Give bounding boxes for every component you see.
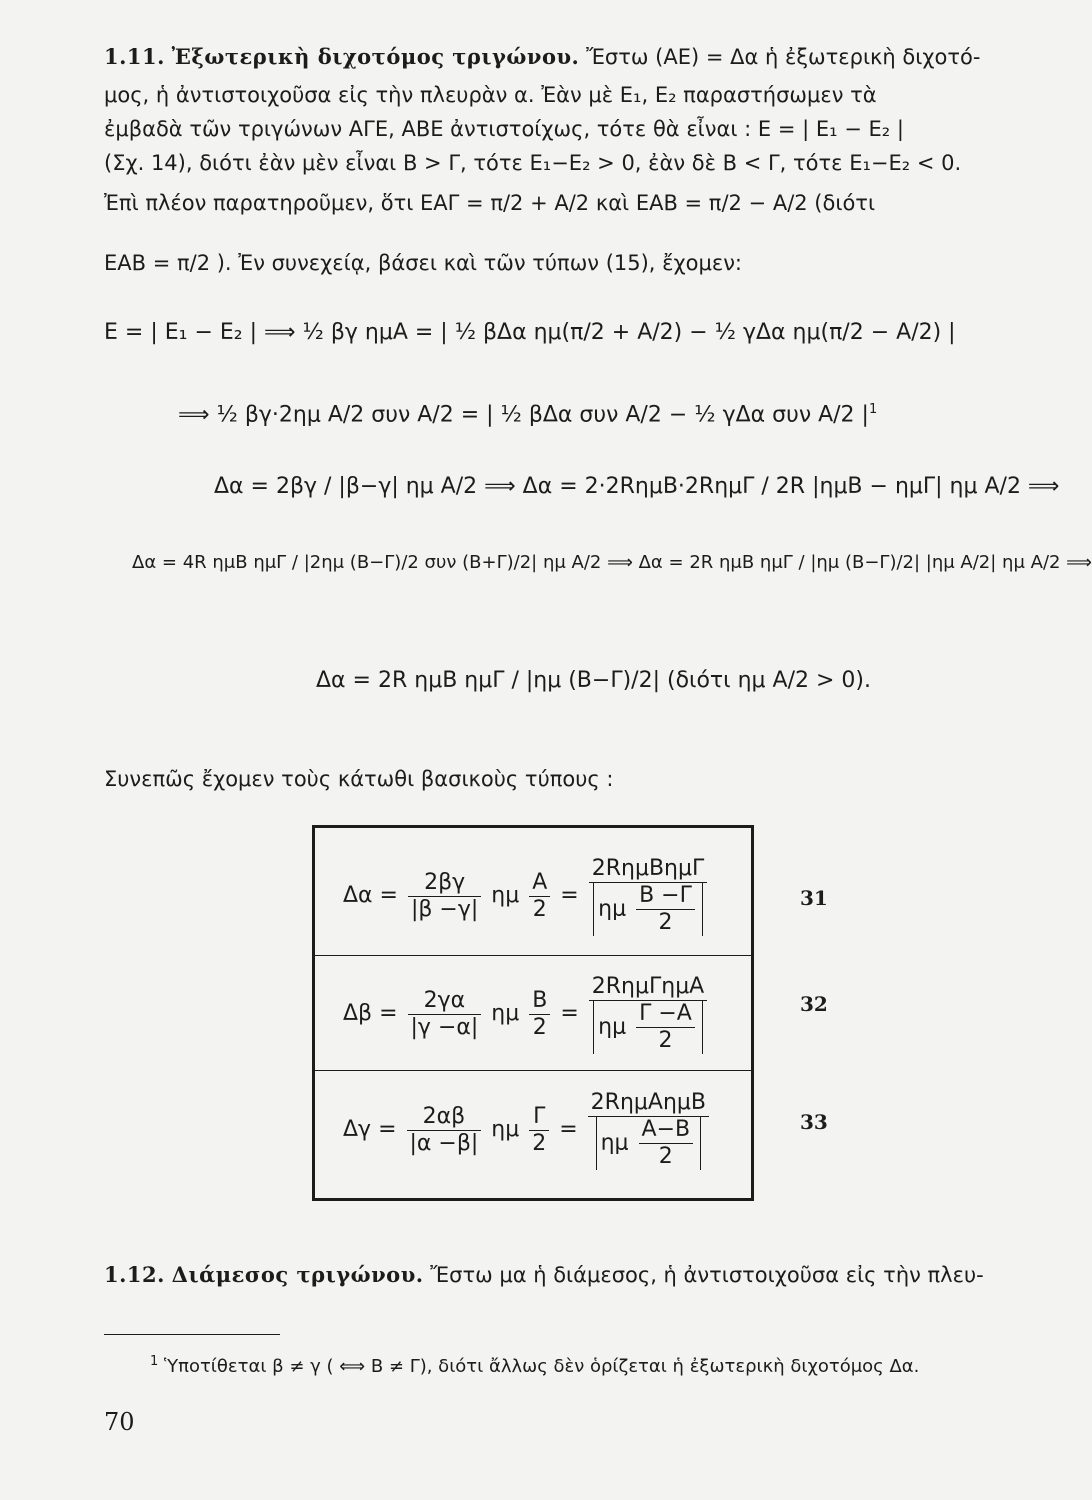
fraction [529, 1104, 549, 1157]
formula-32: Δβ = $\frac{2\gamma\alpha}{|\gamma -\alpha|}$ ημ $\frac{B}{2}$ = 2RημΓημΑ ημ $\frac{\Gamma -A}{2}$ [343, 974, 710, 1054]
formula-33: Δγ = $\frac{2\alpha\beta}{|\alpha -\beta|}$ ημ $\frac{\Gamma}{2}$ = 2RημΑημΒ ημ $\frac{A-B}{2}$ [343, 1090, 712, 1170]
fraction [529, 870, 550, 923]
formula-box [312, 825, 754, 1201]
numerator: 2βγ [408, 870, 481, 897]
denominator [589, 1001, 707, 1054]
paragraph-line: Ἐπὶ πλέον παρατηροῦμεν, ὅτι ΕΑΓ = π/2 + Α/2 καὶ ΕΑΒ = π/2 − Α/2 (διότι [104, 191, 876, 215]
denominator: 2 [658, 910, 673, 935]
fraction [589, 856, 708, 936]
numerator: Γ [529, 1104, 549, 1131]
formula-lhs: Δγ [343, 1117, 372, 1142]
denominator: 2 [658, 1028, 673, 1053]
denominator: |α −β| [409, 1130, 479, 1156]
trig-function: ημ [598, 896, 627, 922]
formula-lhs: Δα [343, 883, 373, 908]
section-number: 1.11. [104, 44, 165, 69]
page-number: 70 [104, 1408, 135, 1436]
derivation-line-1: Ε = | Ε₁ − Ε₂ | ⟹ ½ βγ ημΑ = | ½ βΔα ημ(π/2 + Α/2) − ½ γΔα ημ(π/2 − Α/2) | [104, 320, 956, 345]
numerator: 2RημΓημΑ [589, 974, 707, 1001]
numerator: 2γα [408, 988, 482, 1015]
derivation-line-3: Δα = 2βγ / |β−γ| ημ Α/2 ⟹ Δα = 2·2RημΒ·2RημΓ / 2R |ημΒ − ημΓ| ημ Α/2 ⟹ [214, 474, 1060, 499]
fraction [529, 988, 550, 1041]
absolute-value [593, 1001, 703, 1054]
summary-sentence: Συνεπῶς ἔχομεν τοὺς κάτωθι βασικοὺς τύπους : [104, 767, 614, 791]
numerator: Γ −Α [636, 1001, 695, 1028]
trig-function: ημ [598, 1014, 627, 1040]
box-divider [315, 1070, 751, 1071]
absolute-value [593, 883, 703, 936]
denominator: |γ −α| [410, 1014, 479, 1040]
derivation-line-5: Δα = 2R ημΒ ημΓ / |ημ (Β−Γ)/2| (διότι ημ Α/2 > 0). [316, 668, 871, 693]
footnote-rule [104, 1334, 280, 1335]
footnote [150, 1354, 919, 1377]
paragraph-line: ΕΑΒ = π/2 ). Ἐν συνεχείᾳ, βάσει καὶ τῶν τύπων (15), ἔχομεν: [104, 251, 742, 275]
section-1-12-line [104, 1262, 984, 1288]
numerator: 2αβ [407, 1104, 482, 1131]
formula-31: Δα = $\frac{2\beta\gamma}{|\beta -\gamma|}$ ημ $\frac{A}{2}$ = 2RημΒημΓ ημ $\frac{B -\Gamma}{2}$ [343, 856, 710, 936]
absolute-value [596, 1117, 702, 1170]
footnote-text: Ὑποτίθεται β ≠ γ ( ⟺ Β ≠ Γ), διότι ἄλλως δὲν ὁρίζεται ἡ ἐξωτερικὴ διχοτόμος Δα. [164, 1356, 920, 1377]
numerator: 2RημΒημΓ [589, 856, 708, 883]
formula-number-32: 32 [800, 992, 828, 1016]
section-title: Ἐξωτερικὴ διχοτόμος τριγώνου. [171, 44, 580, 69]
fraction [589, 974, 707, 1054]
trig-function: ημ [600, 1130, 629, 1156]
denominator [588, 1117, 709, 1170]
numerator: 2RημΑημΒ [588, 1090, 709, 1117]
derivation-line-4: Δα = 4R ημΒ ημΓ / |2ημ (Β−Γ)/2 συν (Β+Γ)/2| ημ Α/2 ⟹ Δα = 2R ημΒ ημΓ / |ημ (Β−Γ)/2| |ημ Α/2| ημ Α/2 ⟹ [132, 552, 1092, 573]
paragraph-line: μος, ἡ ἀντιστοιχοῦσα εἰς τὴν πλευρὰν α. Ἐὰν μὲ Ε₁, Ε₂ παραστήσωμεν τὰ [104, 83, 877, 107]
fraction [636, 1001, 695, 1054]
denominator: 2 [532, 1130, 547, 1156]
numerator: Α [529, 870, 550, 897]
paragraph-line: ἐμβαδὰ τῶν τριγώνων ΑΓΕ, ΑΒΕ ἀντιστοίχως, τότε θὰ εἶναι : Ε = | Ε₁ − Ε₂ | [104, 117, 904, 141]
denominator: 2 [532, 1014, 547, 1040]
section-number: 1.12. [104, 1262, 165, 1287]
fraction [588, 1090, 709, 1170]
footnote-marker: 1 [868, 402, 878, 417]
trig-function: ημ [491, 1117, 520, 1142]
formula-lhs: Δβ [343, 1001, 373, 1026]
fraction [639, 1117, 694, 1170]
paragraph-text: Ἔστω (ΑΕ) = Δα ἡ ἐξωτερικὴ διχοτό- [586, 45, 981, 69]
denominator: 2 [532, 896, 547, 922]
derivation-line-2-text: ⟹ ½ βγ·2ημ Α/2 συν Α/2 = | ½ βΔα συν Α/2 − ½ γΔα συν Α/2 | [178, 402, 869, 428]
trig-function: ημ [491, 883, 520, 908]
fraction [408, 988, 482, 1041]
paragraph-text: Ἔστω μα ἡ διάμεσος, ἡ ἀντιστοιχοῦσα εἰς τὴν πλευ- [430, 1263, 984, 1287]
box-divider [315, 955, 751, 956]
numerator: Β −Γ [636, 883, 695, 910]
fraction [636, 883, 695, 936]
trig-function: ημ [491, 1001, 520, 1026]
derivation-line-2 [178, 402, 877, 427]
fraction [407, 1104, 482, 1157]
paragraph-line: (Σχ. 14), διότι ἐὰν μὲν εἶναι Β > Γ, τότε Ε₁−Ε₂ > 0, ἐὰν δὲ Β < Γ, τότε Ε₁−Ε₂ < 0. [104, 151, 962, 175]
denominator: 2 [658, 1144, 673, 1169]
fraction [408, 870, 481, 923]
formula-number-31: 31 [800, 886, 828, 910]
denominator: |β −γ| [410, 896, 479, 922]
denominator [589, 883, 708, 936]
numerator: Β [529, 988, 550, 1015]
section-1-11-line-1 [104, 44, 980, 70]
numerator: Α−Β [639, 1117, 694, 1144]
section-title: Διάμεσος τριγώνου. [171, 1262, 424, 1287]
footnote-marker: 1 [150, 1354, 159, 1369]
formula-number-33: 33 [800, 1110, 828, 1134]
